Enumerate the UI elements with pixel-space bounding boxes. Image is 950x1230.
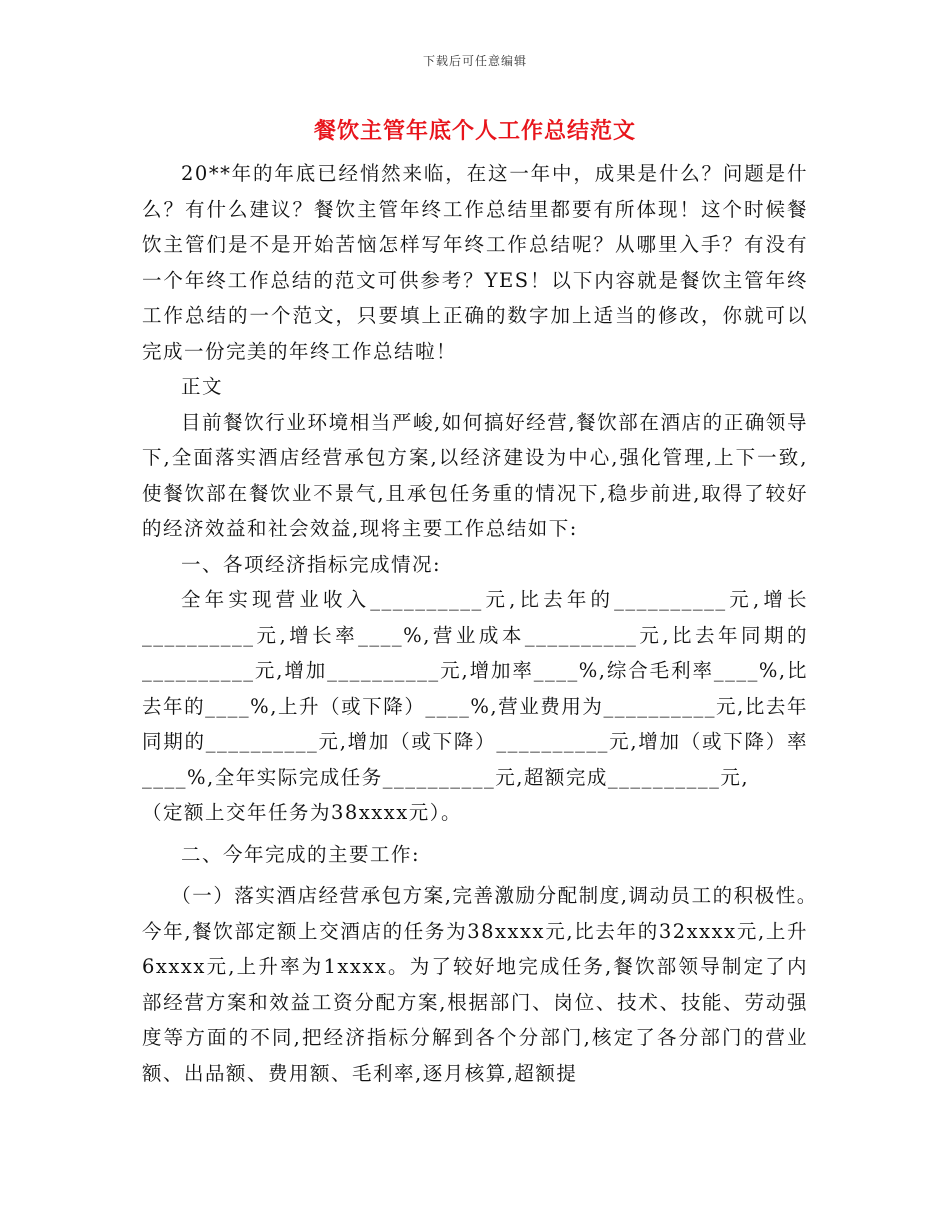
section-heading-main-work: 二、今年完成的主要工作:: [181, 842, 421, 866]
intro-paragraph: 20**年的年底已经悄然来临，在这一年中，成果是什么？问题是什么？有什么建议？餐饮主管年终工作总结里都要有所体现！这个时候餐饮主管们是不是开始苦恼怎样写年终工作总结呢？从哪里入手？有没有一个年终工作总结的范文可供参考？YES！以下内容就是餐饮主管年终工作总结的一个范文，只要填上正确的数字加上适当的修改，你就可以完成一份完美的年终工作总结啦！: [142, 162, 808, 363]
section-label-zhengwen: 正文: [181, 375, 224, 398]
download-note: 下载后可任意编辑: [422, 54, 527, 68]
section-heading-indicators: 一、各项经济指标完成情况:: [181, 552, 442, 576]
quota-note: （定额上交年任务为38xxxx元）。: [142, 801, 463, 824]
overview-paragraph: 目前餐饮行业环境相当严峻,如何搞好经营,餐饮部在酒店的正确领导下,全面落实酒店经营承包方案,以经济建设为中心,强化管理,上下一致,使餐饮部在餐饮业不景气,且承包任务重的情况下,稳步前进,取得了较好的经济效益和社会效益,现将主要工作总结如下:: [142, 410, 808, 540]
document-body: [142, 156, 872, 1091]
indicators-paragraph: 全年实现营业收入__________元,比去年的__________元,增长__________元,增长率____%,营业成本__________元,比去年同期的__________元,增加__________元,增加率____%,综合毛利率____%,比去年的____%,上升（或下降）____%,营业费用为__________元,比去年同期的__________元,增加（或下降）__________元,增加（或下降）率____%,全年实际完成任务__________元,超额完成__________元,: [142, 588, 808, 789]
document-title: 餐饮主管年底个人工作总结范文: [313, 118, 636, 144]
main-work-paragraph: （一）落实酒店经营承包方案,完善激励分配制度,调动员工的积极性。 今年,餐饮部定额上交酒店的任务为38xxxx元,比去年的32xxxx元,上升6xxxx元,上升率为1xxxx。为了较好地完成任务,餐饮部领导制定了内部经营方案和效益工资分配方案,根据部门、岗位、技术、技能、劳动强度等方面的不同,把经济指标分解到各个分部门,核定了各分部门的营业额、出品额、费用额、毛利率,逐月核算,超额提: [142, 884, 872, 1085]
